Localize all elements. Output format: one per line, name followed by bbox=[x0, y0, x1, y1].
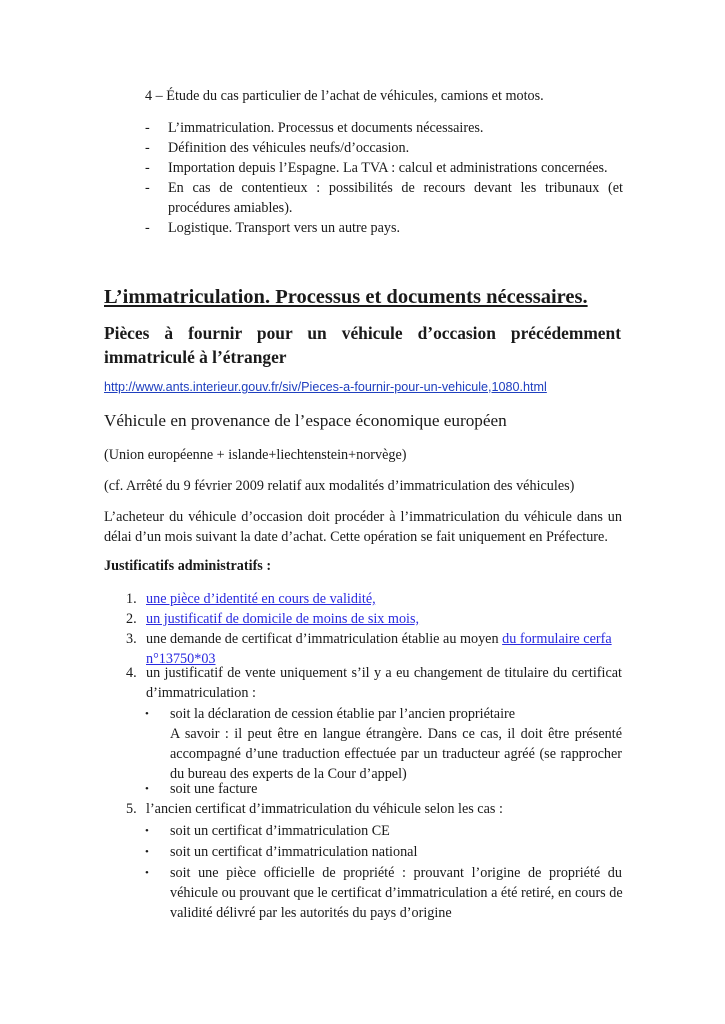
proof-of-address-link[interactable]: un justificatif de domicile de moins de six mois, bbox=[146, 611, 420, 627]
note-line: du bureau des experts de la Cour d’appel) bbox=[170, 766, 407, 782]
sub-list-item-text: véhicule ou prouvant que le certificat d’immatriculation a été retiré, en cours de bbox=[170, 885, 623, 901]
ants-url-link[interactable]: http://www.ants.interieur.gouv.fr/siv/Pieces-a-fournir-pour-un-vehicule,1080.html bbox=[104, 380, 547, 394]
list-item-text: un justificatif de vente uniquement s’il y a eu changement de titulaire du certificat bbox=[146, 665, 622, 681]
section-subtitle bbox=[104, 321, 621, 369]
cerfa-number-link[interactable]: n°13750*03 bbox=[146, 651, 216, 667]
list-item-text: d’immatriculation : bbox=[146, 685, 256, 701]
origin-note: (Union européenne + islande+liechtenstein+norvège) bbox=[104, 447, 407, 463]
sub-list-note bbox=[145, 724, 622, 784]
sub-list-item bbox=[145, 863, 622, 923]
sub-list-item-text: soit une pièce officielle de propriété : prouvant l’origine de propriété du bbox=[170, 865, 622, 881]
subtitle-line: Pièces à fournir pour un véhicule d’occasion précédemment bbox=[104, 323, 621, 343]
list-item-text: L’immatriculation. Processus et documents nécessaires. bbox=[168, 120, 484, 136]
section-title: L’immatriculation. Processus et documents nécessaires. bbox=[104, 286, 588, 308]
list-item-text: une demande de certificat d’immatriculation établie au moyen bbox=[146, 631, 503, 647]
sub-list-item-text: soit un certificat d’immatriculation national bbox=[170, 844, 418, 860]
list-item-text bbox=[168, 178, 623, 218]
paragraph-line: délai d’un mois suivant la date d’achat. Cette opération se fait uniquement en Préfecture. bbox=[104, 529, 608, 545]
note-line: accompagné d’une traduction effectuée par un traducteur agréé (se rapprocher bbox=[170, 746, 622, 762]
dash-marker: - bbox=[145, 220, 150, 236]
list-item-text: l’ancien certificat d’immatriculation du véhicule selon les cas : bbox=[146, 801, 503, 817]
sub-list-item-text: validité délivré par les autorités du pays d’origine bbox=[170, 905, 452, 921]
bullet-marker: • bbox=[145, 783, 149, 795]
cerfa-form-link[interactable]: du formulaire cerfa bbox=[502, 631, 612, 647]
list-number: 3. bbox=[126, 631, 137, 647]
list-item bbox=[104, 663, 622, 703]
list-number: 5. bbox=[126, 801, 137, 817]
list-item-text: Logistique. Transport vers un autre pays. bbox=[168, 220, 401, 236]
subtitle-line: immatriculé à l’étranger bbox=[104, 347, 287, 367]
note-line: A savoir : il peut être en langue étrangère. Dans ce cas, il doit être présenté bbox=[170, 726, 622, 742]
sub-list-item-text: soit la déclaration de cession établie par l’ancien propriétaire bbox=[170, 706, 516, 722]
paragraph-line: L’acheteur du véhicule d’occasion doit procéder à l’immatriculation du véhicule dans un bbox=[104, 509, 622, 525]
origin-heading: Véhicule en provenance de l’espace économique européen bbox=[104, 411, 507, 430]
list-number: 2. bbox=[126, 611, 137, 627]
intro-heading: 4 – Étude du cas particulier de l’achat de véhicules, camions et motos. bbox=[145, 88, 544, 104]
bullet-marker: • bbox=[145, 825, 149, 837]
reference-note: (cf. Arrêté du 9 février 2009 relatif aux modalités d’immatriculation des véhicules) bbox=[104, 478, 575, 494]
text-line: En cas de contentieux : possibilités de recours devant les tribunaux (et bbox=[168, 180, 623, 196]
list-item-text: Importation depuis l’Espagne. La TVA : calcul et administrations concernées. bbox=[168, 160, 608, 176]
dash-marker: - bbox=[145, 160, 150, 176]
list-item bbox=[145, 178, 625, 218]
bullet-marker: • bbox=[145, 867, 149, 879]
justificatifs-heading: Justificatifs administratifs : bbox=[104, 558, 272, 574]
identity-document-link[interactable]: une pièce d’identité en cours de validité, bbox=[146, 591, 376, 607]
dash-marker: - bbox=[145, 180, 150, 196]
list-number: 4. bbox=[126, 665, 137, 681]
sub-list-item-text: soit un certificat d’immatriculation CE bbox=[170, 823, 390, 839]
intro-paragraph bbox=[104, 507, 622, 547]
list-item-text: Définition des véhicules neufs/d’occasion. bbox=[168, 140, 410, 156]
dash-marker: - bbox=[145, 120, 150, 136]
dash-marker: - bbox=[145, 140, 150, 156]
sub-list-item-text: soit une facture bbox=[170, 781, 258, 797]
text-line: procédures amiables). bbox=[168, 200, 293, 216]
list-number: 1. bbox=[126, 591, 137, 607]
bullet-marker: • bbox=[145, 708, 149, 720]
bullet-marker: • bbox=[145, 846, 149, 858]
